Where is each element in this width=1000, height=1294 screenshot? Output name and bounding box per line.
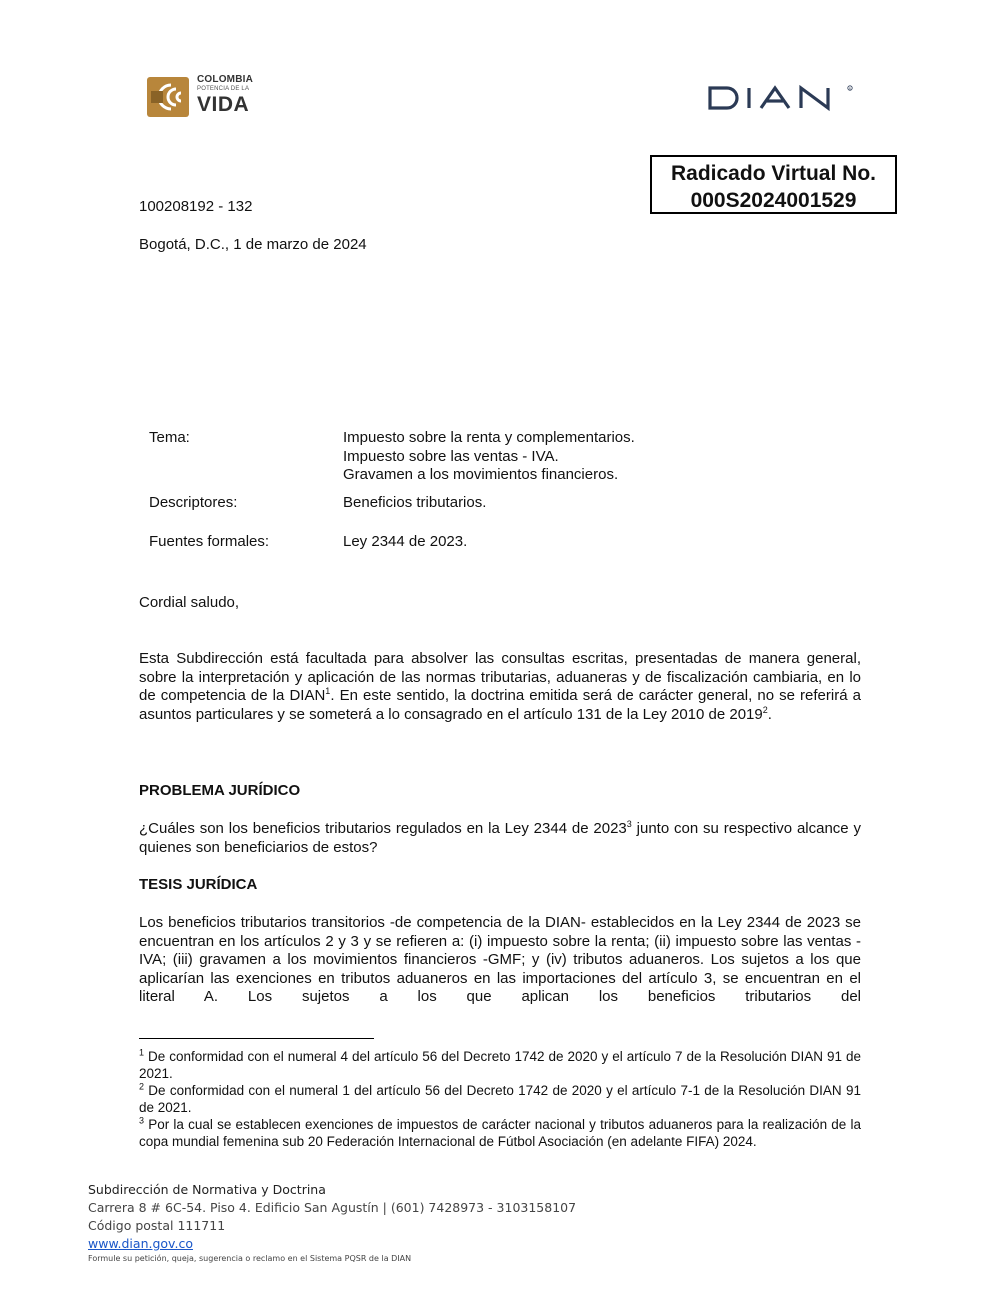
footnote-ref-3: 3 xyxy=(626,819,632,829)
footnote-text: Por la cual se establecen exenciones de impuestos de carácter nacional y tributos aduaneros para la realización de la copa mundial femenina sub 20 Federación Internacional de Fútbol Asociación (en adelante FIFA) 2024. xyxy=(139,1117,861,1149)
problema-heading: PROBLEMA JURÍDICO xyxy=(139,782,301,799)
colombia-potencia-de-la-vida-logo xyxy=(147,74,267,120)
descriptores-label: Descriptores: xyxy=(149,494,238,511)
footnote-separator xyxy=(139,1038,374,1039)
footer-address: Carrera 8 # 6C-54. Piso 4. Edificio San Agustín | (601) 7428973 - 3103158107 xyxy=(88,1200,577,1215)
radicado-label: Radicado Virtual No. xyxy=(671,162,876,185)
footer-pqsr-note: Formule su petición, queja, sugerencia o reclamo en el Sistema PQSR de la DIAN xyxy=(88,1254,412,1263)
dian-wordmark-icon xyxy=(707,84,855,114)
footnote-text: De conformidad con el numeral 4 del artículo 56 del Decreto 1742 de 2020 y el artículo 7 de la Resolución DIAN 91 de 2021. xyxy=(139,1049,861,1081)
radicado-number: 000S2024001529 xyxy=(690,189,857,212)
intro-paragraph xyxy=(139,650,861,724)
tesis-paragraph: Los beneficios tributarios transitorios -de competencia de la DIAN- establecidos en la Ley 2344 de 2023 se encuentran en los artículos 2 y 3 y se refieren a: (i) impuesto sobre la renta; (ii) impuesto sobre las ventas -IVA; (iii) gravamen a los movimientos financieros -GMF; y (iv) tributos aduaneros. Los sujetos a los que aplicarían las exenciones en tributos aduaneros en las importaciones del artículo 3, se encuentran en el literal A. Los sujetos a los que aplican los beneficios tributarios del xyxy=(139,914,861,1006)
tesis-heading: TESIS JURÍDICA xyxy=(139,876,258,893)
tema-value: Gravamen a los movimientos financieros. xyxy=(343,466,619,484)
footer-office: Subdirección de Normativa y Doctrina xyxy=(88,1182,326,1197)
svg-text:R: R xyxy=(848,86,851,91)
footnote-text: De conformidad con el numeral 1 del artículo 56 del Decreto 1742 de 2020 y el artículo 7-1 de la Resolución DIAN 91 de 2021. xyxy=(139,1083,861,1115)
intro-text: Esta Subdirección está facultada para absolver las consultas escritas, presentadas de manera general, sobre la interpretación y aplicación de las normas tributarias, aduaneras y de fiscalización cambiaria, en lo de competencia de la DIAN xyxy=(139,650,861,705)
footnote-2 xyxy=(139,1083,861,1116)
problema-text: junto con su respectivo alcance y quienes son beneficiarios de estos? xyxy=(139,820,861,856)
footer-website-link[interactable]: www.dian.gov.co xyxy=(88,1236,193,1251)
footnote-number: 1 xyxy=(139,1047,145,1058)
problema-paragraph xyxy=(139,820,861,857)
colombia-logo-icon xyxy=(147,77,189,117)
tema-value: Impuesto sobre la renta y complementarios. xyxy=(343,429,635,446)
problema-text: ¿Cuáles son los beneficios tributarios regulados en la Ley 2344 de 2023 xyxy=(139,820,627,837)
footnote-number: 3 xyxy=(139,1115,145,1126)
dian-logo xyxy=(707,84,855,114)
intro-text: . xyxy=(767,705,772,723)
radicado-box xyxy=(650,155,897,214)
descriptores-value: Beneficios tributarios. xyxy=(343,494,487,511)
footnote-ref-2: 2 xyxy=(762,704,768,715)
greeting: Cordial saludo, xyxy=(139,594,240,611)
logo-line-vida: VIDA xyxy=(197,93,250,116)
footnote-3 xyxy=(139,1117,861,1150)
footnote-ref-1: 1 xyxy=(325,686,331,697)
intro-text: . En este sentido, la doctrina emitida será de carácter general, no se referirá a asuntos particulares y se someterá a lo consagrado en el artículo 131 de la Ley 2010 de 2019 xyxy=(139,687,861,723)
footnote-number: 2 xyxy=(139,1081,145,1092)
footnote-1 xyxy=(139,1049,861,1082)
fuentes-value: Ley 2344 de 2023. xyxy=(343,533,468,550)
logo-line-potencia: POTENCIA DE LA xyxy=(197,86,250,92)
document-reference: 100208192 - 132 xyxy=(139,198,253,215)
footer-postal: Código postal 111711 xyxy=(88,1218,226,1233)
tema-value: Impuesto sobre las ventas - IVA. xyxy=(343,447,559,465)
tema-label: Tema: xyxy=(149,429,190,446)
fuentes-label: Fuentes formales: xyxy=(149,533,270,550)
logo-line-colombia: COLOMBIA xyxy=(197,74,254,85)
tema-values xyxy=(343,429,635,485)
place-and-date: Bogotá, D.C., 1 de marzo de 2024 xyxy=(139,236,367,253)
